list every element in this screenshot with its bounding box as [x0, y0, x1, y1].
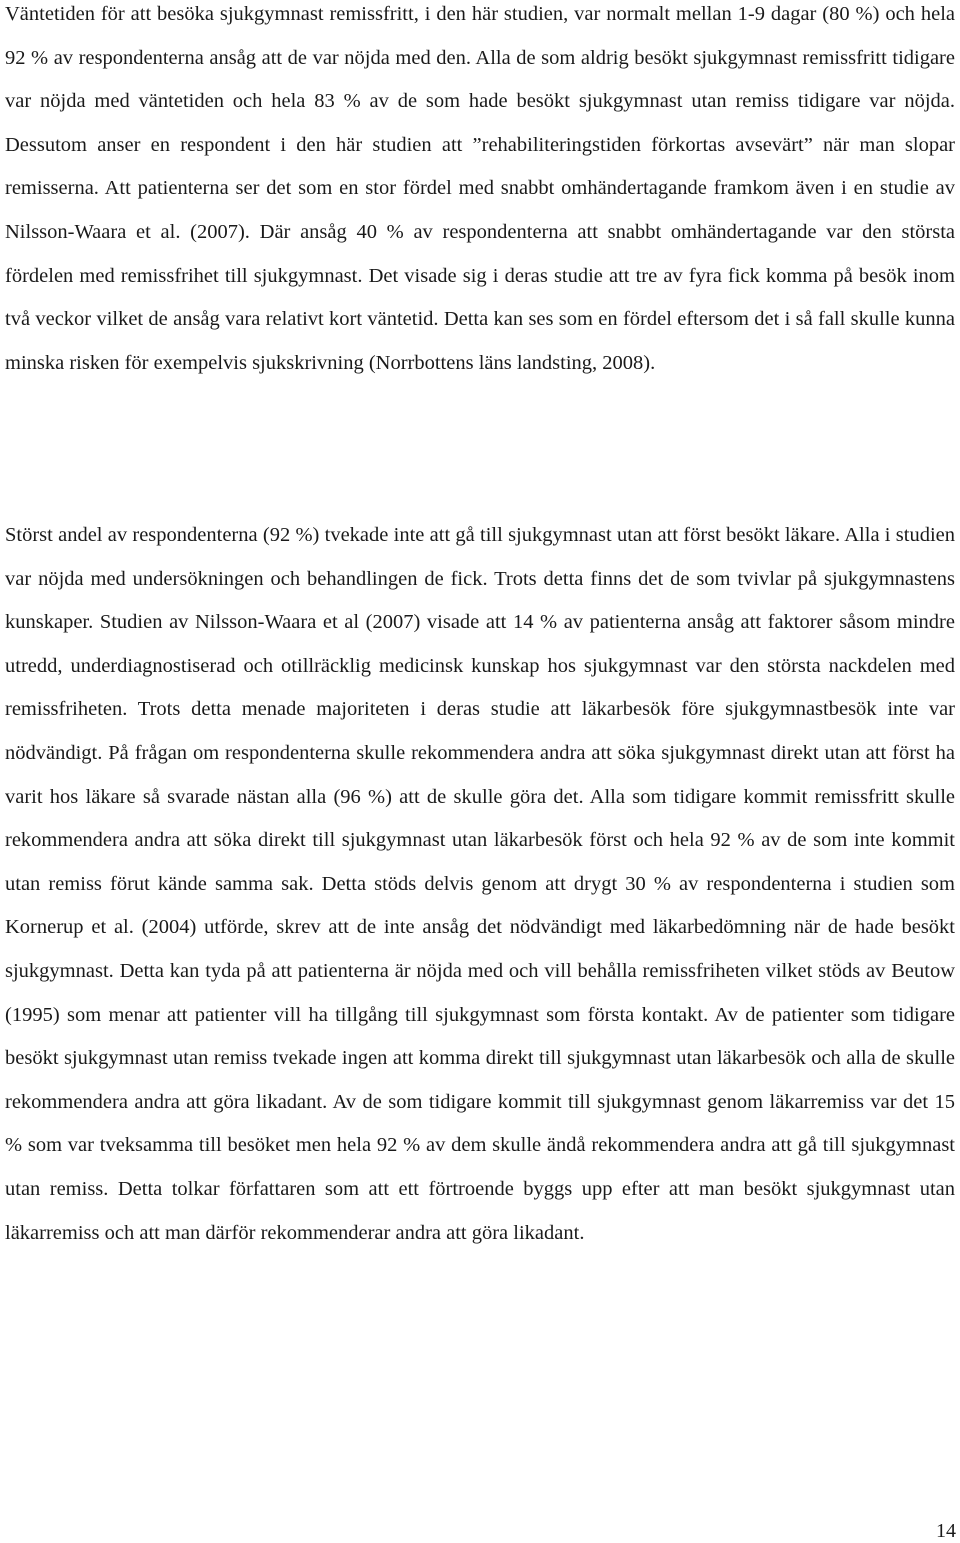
- paragraph-waiting-time: Väntetiden för att besöka sjukgymnast remissfritt, i den här studien, var normalt mellan 1-9 dagar (80 %) och hela 92 % av respondenterna ansåg att de var nöjda med den. Alla de som aldrig besökt sjukgymnast remissfritt tidigare var nöjda med väntetiden och hela 83 % av de som hade besökt sjukgymnast utan remiss tidigare var nöjda. Dessutom anser en respondent i den här studien att ”rehabiliteringstiden förkortas avsevärt” när man slopar remisserna. Att patienterna ser det som en stor fördel med snabbt omhändertagande framkom även i en studie av Nilsson-Waara et al. (2007). Där ansåg 40 % av respondenterna att snabbt omhändertagande var den största fördelen med remissfrihet till sjukgymnast. Det visade sig i deras studie att tre av fyra fick komma på besök inom två veckor vilket de ansåg vara relativt kort väntetid. Detta kan ses som en fördel eftersom det i så fall skulle kunna minska risken för exempelvis sjukskrivning (Norrbottens läns landsting, 2008).: [5, 3, 955, 374]
- page-number: 14: [936, 1520, 956, 1542]
- paragraph-referral: Störst andel av respondenterna (92 %) tvekade inte att gå till sjukgymnast utan att först besökt läkare. Alla i studien var nöjda med undersökningen och behandlingen de fick. Trots detta finns det de som tvivlar på sjukgymnastens kunskaper. Studien av Nilsson-Waara et al (2007) visade att 14 % av patienterna ansåg att faktorer såsom mindre utredd, underdiagnostiserad och otillräcklig medicinsk kunskap hos sjukgymnast var den största nackdelen med remissfriheten. Trots detta menade majoriteten i deras studie att läkarbesök före sjukgymnastbesök inte var nödvändigt. På frågan om respondenterna skulle rekommendera andra att söka sjukgymnast direkt utan att först ha varit hos läkare så svarade nästan alla (96 %) att de skulle göra det. Alla som tidigare kommit remissfritt skulle rekommendera andra att söka direkt till sjukgymnast utan läkarbesök först och hela 92 % av de som inte kommit utan remiss förut kände samma sak. Detta stöds delvis genom att drygt 30 % av respondenterna i studien som Kornerup et al. (2004) utförde, skrev att de inte ansåg det nödvändigt med läkarbedömning när de hade besökt sjukgymnast. Detta kan tyda på att patienterna är nöjda med och vill behålla remissfriheten vilket stöds av Beutow (1995) som menar att patienter vill ha tillgång till sjukgymnast som första kontakt. Av de patienter som tidigare besökt sjukgymnast utan remiss tvekade ingen att komma direkt till sjukgymnast utan läkarbesök och alla de skulle rekommendera andra att göra likadant. Av de som tidigare kommit till sjukgymnast genom läkarremiss var det 15 % som var tveksamma till besöket men hela 92 % av dem skulle ändå rekommendera andra att gå till sjukgymnast utan remiss. Detta tolkar författaren som att ett förtroende byggs upp efter att man besökt sjukgymnast utan läkarremiss och att man därför rekommenderar andra att göra likadant.: [5, 524, 955, 1244]
